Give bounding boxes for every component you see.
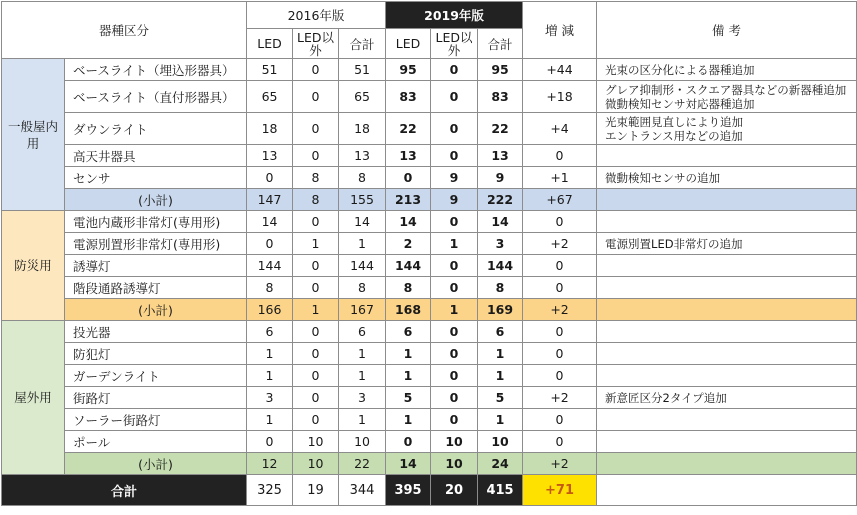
category-label: 一般屋内用 [2, 59, 65, 211]
value-2019: 0 [431, 343, 478, 365]
value-2016: 14 [339, 211, 386, 233]
change-value: 0 [523, 343, 597, 365]
value-2019: 1 [478, 343, 523, 365]
subtotal-2016: 166 [247, 299, 293, 321]
change-value: 0 [523, 409, 597, 431]
item-label: 誘導灯 [65, 255, 247, 277]
subtotal-2019: 10 [431, 453, 478, 475]
value-2016: 0 [293, 255, 339, 277]
subtotal-2016: 12 [247, 453, 293, 475]
value-2019: 0 [431, 211, 478, 233]
value-2019: 5 [478, 387, 523, 409]
grand-total-2016: 325 [247, 475, 293, 506]
grand-total-2019: 395 [386, 475, 431, 506]
item-label: ソーラー街路灯 [65, 409, 247, 431]
value-2016: 144 [247, 255, 293, 277]
table-row [2, 145, 857, 167]
subtotal-2019: 24 [478, 453, 523, 475]
value-2016: 51 [247, 59, 293, 81]
subtotal-2019: 9 [431, 189, 478, 211]
change-value: 0 [523, 277, 597, 299]
item-label: ガーデンライト [65, 365, 247, 387]
remarks-text: 光束の区分化による器種追加 [597, 59, 857, 81]
subtotal-2019: 1 [431, 299, 478, 321]
item-label: ダウンライト [65, 113, 247, 145]
header-change: 増 減 [523, 2, 597, 59]
remarks-text [597, 409, 857, 431]
item-label: 電源別置形非常灯(専用形) [65, 233, 247, 255]
value-2019: 0 [431, 255, 478, 277]
value-2019: 1 [386, 343, 431, 365]
value-2016: 8 [339, 167, 386, 189]
change-value: 0 [523, 321, 597, 343]
subtotal-row [2, 189, 857, 211]
header-category: 器種区分 [2, 2, 247, 59]
value-2019: 0 [386, 431, 431, 453]
value-2016: 13 [339, 145, 386, 167]
value-2016: 14 [247, 211, 293, 233]
table-row [2, 431, 857, 453]
value-2016: 0 [293, 277, 339, 299]
value-2016: 6 [339, 321, 386, 343]
value-2019: 6 [478, 321, 523, 343]
value-2016: 0 [293, 387, 339, 409]
value-2016: 65 [339, 81, 386, 113]
value-2019: 13 [478, 145, 523, 167]
value-2016: 1 [339, 409, 386, 431]
change-value: 0 [523, 145, 597, 167]
remarks-text [597, 277, 857, 299]
value-2016: 0 [293, 211, 339, 233]
value-2016: 18 [247, 113, 293, 145]
value-2016: 0 [293, 409, 339, 431]
value-2019: 22 [386, 113, 431, 145]
value-2019: 14 [386, 211, 431, 233]
subtotal-2019: 169 [478, 299, 523, 321]
table-row [2, 409, 857, 431]
subtotal-change: +2 [523, 299, 597, 321]
subtotal-change: +2 [523, 453, 597, 475]
item-label: ベースライト（直付形器具） [65, 81, 247, 113]
subtotal-remarks [597, 299, 857, 321]
change-value: +1 [523, 167, 597, 189]
item-label: センサ [65, 167, 247, 189]
value-2019: 6 [386, 321, 431, 343]
value-2019: 8 [386, 277, 431, 299]
header-2016-led: LED [247, 29, 293, 59]
remarks-text: グレア抑制形・スクエア器具などの新器種追加 微動検知センサ対応器種追加 [597, 81, 857, 113]
remarks-text: 光束範囲見直しにより追加 エントランス用などの追加 [597, 113, 857, 145]
subtotal-remarks [597, 189, 857, 211]
value-2019: 0 [431, 365, 478, 387]
value-2016: 6 [247, 321, 293, 343]
header-2016: 2016年版 [247, 2, 386, 29]
header-2016-total: 合計 [339, 29, 386, 59]
value-2019: 83 [478, 81, 523, 113]
subtotal-2016: 10 [293, 453, 339, 475]
grand-total-2019: 20 [431, 475, 478, 506]
value-2019: 0 [431, 59, 478, 81]
change-value: +2 [523, 387, 597, 409]
table-row [2, 255, 857, 277]
item-label: 電池内蔵形非常灯(専用形) [65, 211, 247, 233]
change-value: 0 [523, 255, 597, 277]
header-2019-nonled: LED以外 [431, 29, 478, 59]
value-2019: 10 [478, 431, 523, 453]
value-2016: 0 [293, 81, 339, 113]
table-body [2, 59, 857, 506]
item-label: 防犯灯 [65, 343, 247, 365]
subtotal-2016: 147 [247, 189, 293, 211]
value-2016: 13 [247, 145, 293, 167]
value-2016: 51 [339, 59, 386, 81]
table-row [2, 167, 857, 189]
value-2016: 1 [247, 409, 293, 431]
value-2019: 9 [478, 167, 523, 189]
value-2019: 0 [431, 409, 478, 431]
grand-total-row [2, 475, 857, 506]
equipment-comparison-table [1, 1, 857, 506]
remarks-text [597, 211, 857, 233]
value-2019: 0 [431, 277, 478, 299]
subtotal-2019: 168 [386, 299, 431, 321]
subtotal-remarks [597, 453, 857, 475]
value-2019: 0 [431, 321, 478, 343]
table-row [2, 387, 857, 409]
value-2016: 8 [339, 277, 386, 299]
value-2019: 1 [431, 233, 478, 255]
grand-total-change: +71 [523, 475, 597, 506]
remarks-text [597, 255, 857, 277]
remarks-text [597, 343, 857, 365]
change-value: +18 [523, 81, 597, 113]
value-2019: 0 [386, 167, 431, 189]
value-2016: 18 [339, 113, 386, 145]
grand-total-2019: 415 [478, 475, 523, 506]
value-2016: 1 [247, 343, 293, 365]
remarks-text [597, 145, 857, 167]
remarks-text [597, 431, 857, 453]
value-2019: 14 [478, 211, 523, 233]
value-2016: 0 [293, 145, 339, 167]
value-2016: 0 [293, 321, 339, 343]
value-2019: 0 [431, 81, 478, 113]
item-label: ポール [65, 431, 247, 453]
value-2019: 1 [386, 365, 431, 387]
value-2019: 22 [478, 113, 523, 145]
value-2016: 0 [247, 431, 293, 453]
header-2016-nonled: LED以外 [293, 29, 339, 59]
subtotal-label: (小計) [65, 453, 247, 475]
subtotal-row [2, 453, 857, 475]
item-label: 高天井器具 [65, 145, 247, 167]
value-2019: 0 [431, 145, 478, 167]
value-2016: 0 [293, 59, 339, 81]
value-2016: 0 [293, 113, 339, 145]
change-value: +44 [523, 59, 597, 81]
subtotal-label: (小計) [65, 299, 247, 321]
subtotal-2019: 14 [386, 453, 431, 475]
remarks-text [597, 365, 857, 387]
table-row [2, 365, 857, 387]
change-value: 0 [523, 431, 597, 453]
value-2016: 3 [247, 387, 293, 409]
table-row [2, 321, 857, 343]
remarks-text: 電源別置LED非常灯の追加 [597, 233, 857, 255]
value-2016: 8 [293, 167, 339, 189]
value-2019: 9 [431, 167, 478, 189]
value-2019: 0 [431, 387, 478, 409]
change-value: 0 [523, 211, 597, 233]
value-2019: 144 [478, 255, 523, 277]
subtotal-change: +67 [523, 189, 597, 211]
value-2019: 8 [478, 277, 523, 299]
grand-total-remarks [597, 475, 857, 506]
value-2019: 1 [478, 365, 523, 387]
table-row [2, 343, 857, 365]
value-2019: 1 [386, 409, 431, 431]
value-2016: 144 [339, 255, 386, 277]
subtotal-2016: 167 [339, 299, 386, 321]
table-row [2, 211, 857, 233]
value-2019: 5 [386, 387, 431, 409]
value-2019: 10 [431, 431, 478, 453]
grand-total-2016: 19 [293, 475, 339, 506]
change-value: +4 [523, 113, 597, 145]
change-value: +2 [523, 233, 597, 255]
subtotal-2016: 155 [339, 189, 386, 211]
item-label: ベースライト（埋込形器具） [65, 59, 247, 81]
value-2016: 1 [247, 365, 293, 387]
item-label: 階段通路誘導灯 [65, 277, 247, 299]
value-2019: 13 [386, 145, 431, 167]
value-2016: 1 [339, 365, 386, 387]
change-value: 0 [523, 365, 597, 387]
subtotal-label: (小計) [65, 189, 247, 211]
remarks-text: 微動検知センサの追加 [597, 167, 857, 189]
subtotal-row [2, 299, 857, 321]
table-row [2, 81, 857, 113]
value-2016: 1 [293, 233, 339, 255]
value-2016: 10 [293, 431, 339, 453]
value-2019: 95 [478, 59, 523, 81]
value-2019: 0 [431, 113, 478, 145]
subtotal-2019: 213 [386, 189, 431, 211]
header-remarks: 備 考 [597, 2, 857, 59]
value-2019: 2 [386, 233, 431, 255]
subtotal-2016: 22 [339, 453, 386, 475]
table-row [2, 277, 857, 299]
value-2019: 95 [386, 59, 431, 81]
table-row [2, 233, 857, 255]
header-2019-total: 合計 [478, 29, 523, 59]
value-2016: 10 [339, 431, 386, 453]
category-label: 屋外用 [2, 321, 65, 475]
grand-total-label: 合計 [2, 475, 247, 506]
value-2016: 1 [339, 343, 386, 365]
value-2019: 3 [478, 233, 523, 255]
header-2019: 2019年版 [386, 2, 523, 29]
subtotal-2019: 222 [478, 189, 523, 211]
remarks-text: 新意匠区分2タイプ追加 [597, 387, 857, 409]
value-2016: 0 [247, 233, 293, 255]
remarks-text [597, 321, 857, 343]
value-2016: 65 [247, 81, 293, 113]
item-label: 投光器 [65, 321, 247, 343]
value-2016: 3 [339, 387, 386, 409]
subtotal-2016: 1 [293, 299, 339, 321]
value-2016: 8 [247, 277, 293, 299]
table-row [2, 59, 857, 81]
value-2016: 0 [247, 167, 293, 189]
grand-total-2016: 344 [339, 475, 386, 506]
category-label: 防災用 [2, 211, 65, 321]
subtotal-2016: 8 [293, 189, 339, 211]
value-2019: 1 [478, 409, 523, 431]
table-row [2, 113, 857, 145]
value-2019: 83 [386, 81, 431, 113]
value-2016: 0 [293, 365, 339, 387]
header-2019-led: LED [386, 29, 431, 59]
item-label: 街路灯 [65, 387, 247, 409]
value-2016: 0 [293, 343, 339, 365]
value-2016: 1 [339, 233, 386, 255]
value-2019: 144 [386, 255, 431, 277]
